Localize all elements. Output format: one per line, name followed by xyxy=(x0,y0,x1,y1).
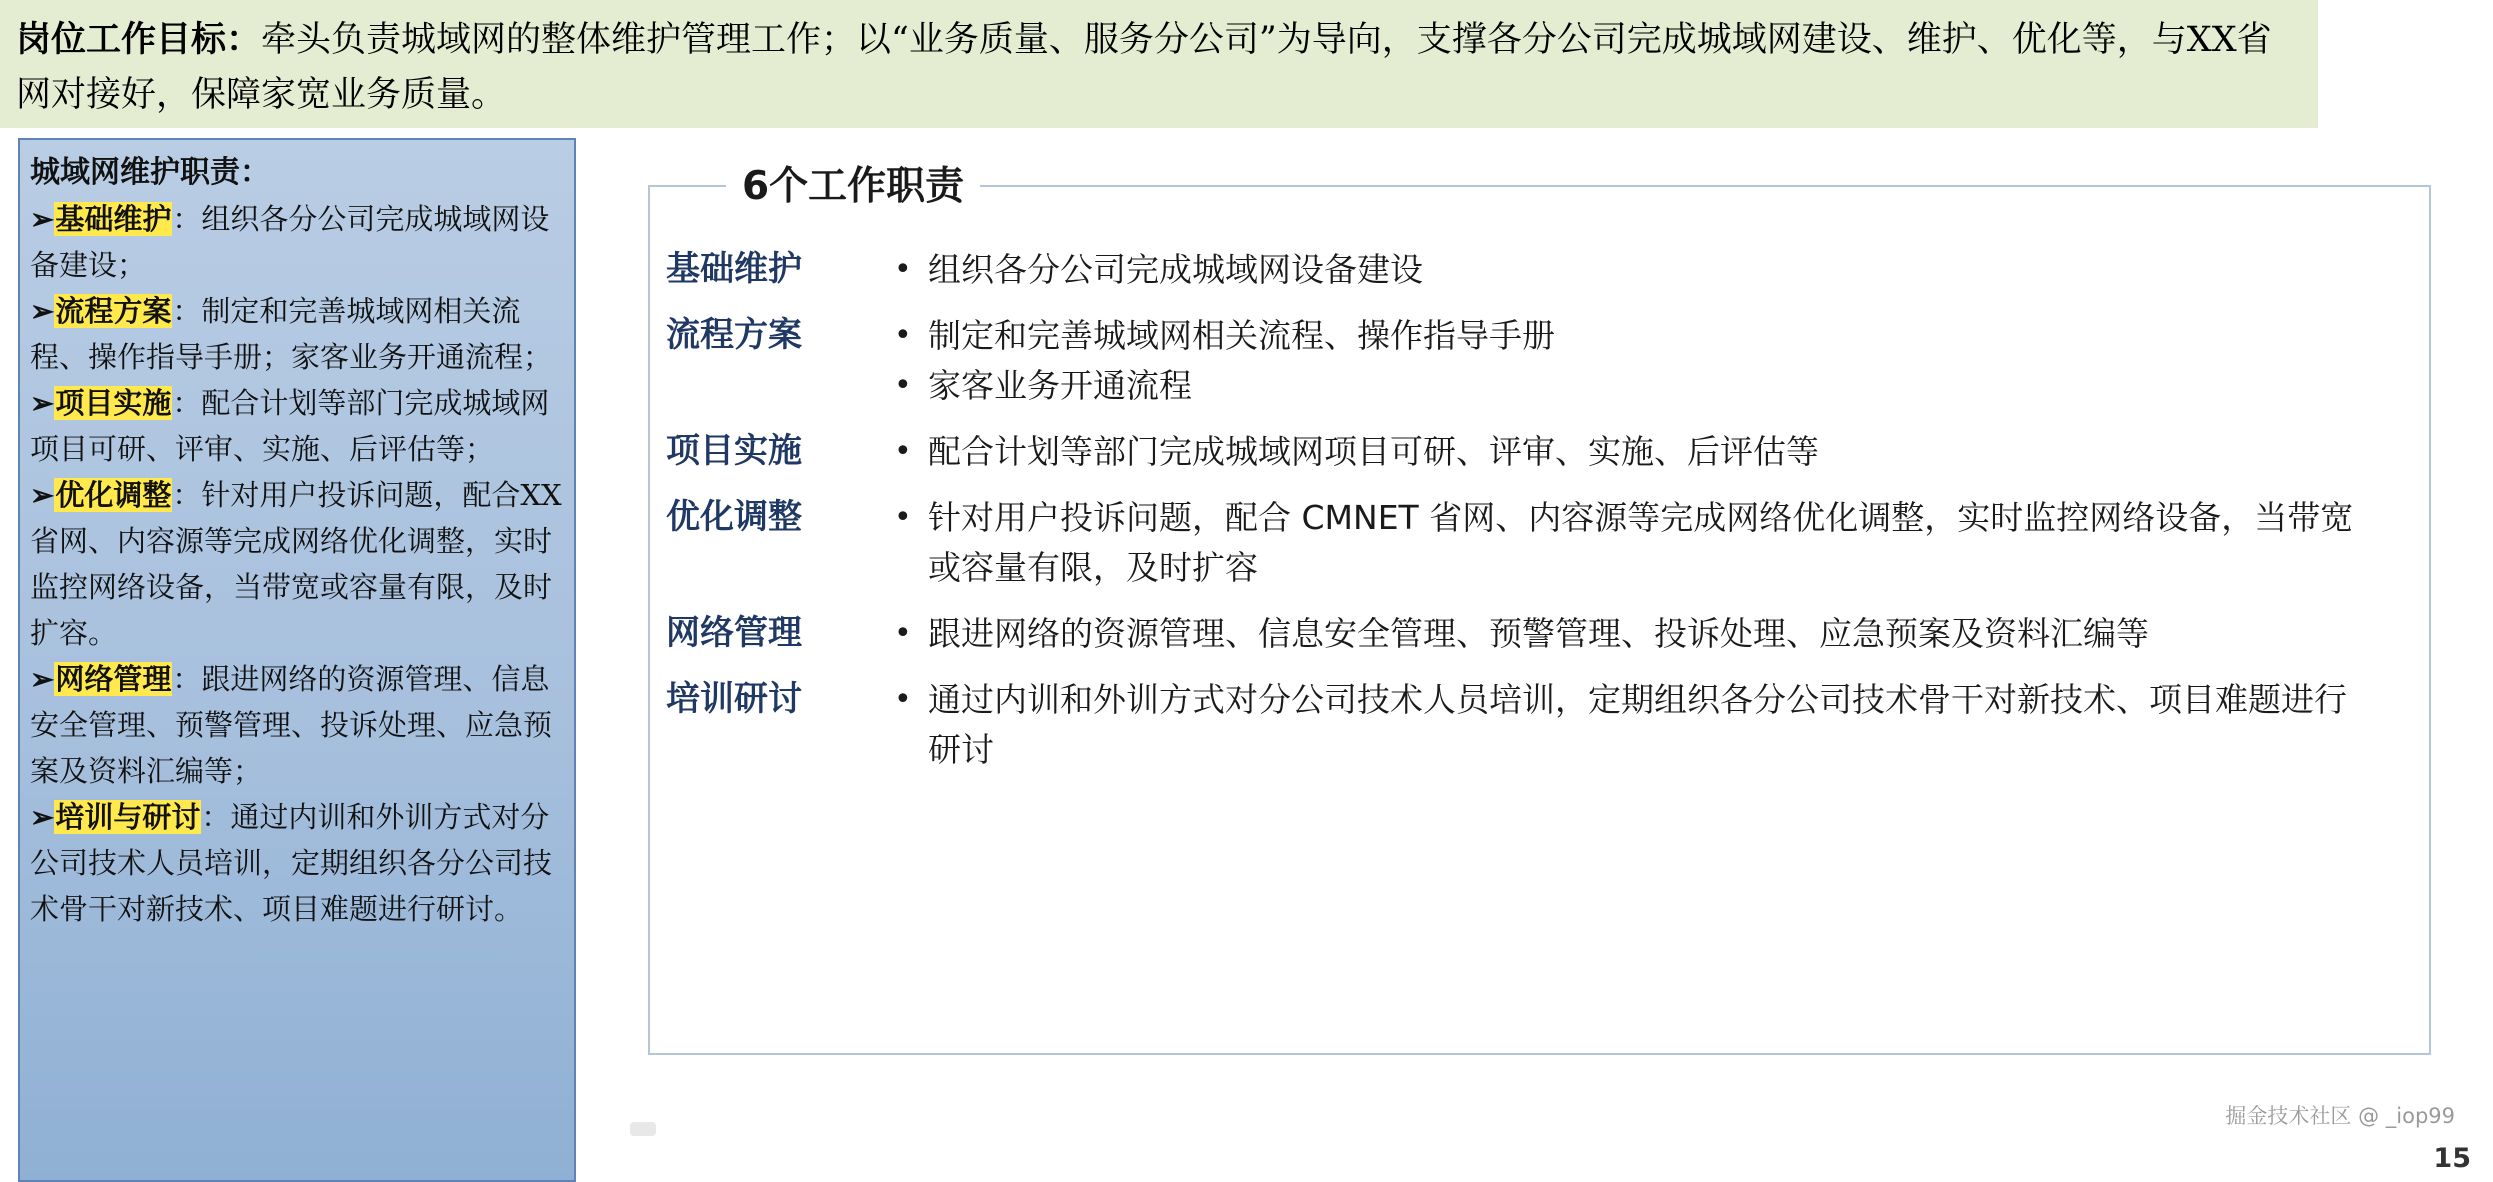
left-panel-item-text: 制定和完善城域网相关流程、操作指导手册；家客业务开通流程； xyxy=(30,294,553,374)
left-panel-item-tag: 项目实施 xyxy=(55,386,172,420)
list-bullet-icon: ➢ xyxy=(30,478,55,512)
left-panel-item-sep: ： xyxy=(172,386,202,420)
duties-rows xyxy=(648,245,2431,791)
list-bullet-icon: ➢ xyxy=(30,294,55,328)
left-panel-item-tag: 基础维护 xyxy=(55,202,172,236)
duty-bullet-line xyxy=(894,675,2431,775)
left-panel-item-tag: 网络管理 xyxy=(55,662,172,696)
duty-row-body xyxy=(876,311,2431,411)
bullet-dot-icon: • xyxy=(894,500,912,535)
duty-bullet-text: 制定和完善城域网相关流程、操作指导手册 xyxy=(928,316,1555,355)
left-panel-item-tag: 流程方案 xyxy=(55,294,172,328)
bullet-dot-icon: • xyxy=(894,616,912,651)
left-panel-item-sep: ： xyxy=(172,478,202,512)
left-panel-item-text: 通过内训和外训方式对分公司技术人员培训，定期组织各分公司技术骨干对新技术、项目难题进行研讨。 xyxy=(30,800,553,926)
goal-body: 牵头负责城域网的整体维护管理工作；以“业务质量、服务分公司”为导向，支撑各分公司完成城域网建设、维护、优化等，与XX省网对接好，保障家宽业务质量。 xyxy=(16,20,2272,115)
duty-row xyxy=(648,311,2431,411)
duty-bullet-line xyxy=(894,311,2431,361)
left-panel-item-tag: 优化调整 xyxy=(55,478,172,512)
duty-row-body xyxy=(876,675,2431,775)
page-number: 15 xyxy=(2433,1143,2471,1174)
duty-bullet-line xyxy=(894,427,2431,477)
bullet-dot-icon: • xyxy=(894,434,912,469)
duty-row-body xyxy=(876,609,2431,659)
goal-label: 岗位工作目标： xyxy=(16,19,262,60)
duty-bullet-text: 通过内训和外训方式对分公司技术人员培训，定期组织各分公司技术骨干对新技术、项目难题进行研讨 xyxy=(928,680,2347,769)
duty-row xyxy=(648,609,2431,659)
goal-banner xyxy=(0,0,2318,128)
duty-row-body xyxy=(876,427,2431,477)
duty-bullet-line xyxy=(894,361,2431,411)
left-panel-title: 城域网维护职责： xyxy=(30,155,270,190)
duty-row xyxy=(648,675,2431,775)
list-bullet-icon: ➢ xyxy=(30,800,55,834)
watermark: 掘金技术社区 @ _iop99 xyxy=(2225,1104,2455,1128)
duty-bullet-text: 组织各分公司完成城域网设备建设 xyxy=(928,250,1423,289)
list-bullet-icon: ➢ xyxy=(30,386,55,420)
duty-row-label: 流程方案 xyxy=(666,315,802,355)
duty-bullet-text: 配合计划等部门完成城域网项目可研、评审、实施、后评估等 xyxy=(928,432,1819,471)
left-panel-item xyxy=(30,196,566,288)
bullet-dot-icon: • xyxy=(894,682,912,717)
left-panel-item xyxy=(30,380,566,472)
list-bullet-icon: ➢ xyxy=(30,202,55,236)
left-panel-item xyxy=(30,794,566,932)
duty-row-label: 网络管理 xyxy=(666,613,802,653)
left-panel-item-sep: ： xyxy=(172,294,202,328)
bullet-dot-icon: • xyxy=(894,252,912,287)
duty-bullet-text: 针对用户投诉问题，配合 CMNET 省网、内容源等完成网络优化调整，实时监控网络设备，当带宽或容量有限，及时扩容 xyxy=(928,498,2354,587)
duty-row xyxy=(648,493,2431,593)
duty-row-label: 项目实施 xyxy=(666,431,802,471)
left-panel-item xyxy=(30,472,566,656)
left-panel-item-sep: ： xyxy=(201,800,231,834)
left-panel-item-text: 组织各分公司完成城域网设备建设； xyxy=(30,202,550,282)
left-panel-item xyxy=(30,288,566,380)
duty-bullet-line xyxy=(894,245,2431,295)
left-panel-item-tag: 培训与研讨 xyxy=(55,800,201,834)
duty-bullet-line xyxy=(894,609,2431,659)
duty-row-label: 培训研讨 xyxy=(666,679,802,719)
left-panel-item-text: 配合计划等部门完成城域网项目可研、评审、实施、后评估等； xyxy=(30,386,550,466)
duties-card-title: 6个工作职责 xyxy=(726,165,980,209)
duty-row-body xyxy=(876,245,2431,295)
list-bullet-icon: ➢ xyxy=(30,662,55,696)
page-artifact xyxy=(630,1122,656,1136)
left-panel-item-text: 跟进网络的资源管理、信息安全管理、预警管理、投诉处理、应急预案及资料汇编等； xyxy=(30,662,553,788)
left-panel-item-sep: ： xyxy=(172,202,202,236)
left-panel-item xyxy=(30,656,566,794)
duty-bullet-text: 跟进网络的资源管理、信息安全管理、预警管理、投诉处理、应急预案及资料汇编等 xyxy=(928,614,2149,653)
bullet-dot-icon: • xyxy=(894,318,912,353)
duty-row-body xyxy=(876,493,2431,593)
left-responsibilities-panel xyxy=(18,138,576,1182)
left-panel-item-sep: ： xyxy=(172,662,202,696)
duty-bullet-text: 家客业务开通流程 xyxy=(928,366,1192,405)
duty-row-label: 基础维护 xyxy=(666,249,802,289)
goal-text xyxy=(16,12,2298,123)
bullet-dot-icon: • xyxy=(894,368,912,403)
duty-row xyxy=(648,245,2431,295)
duty-row xyxy=(648,427,2431,477)
duty-row-label: 优化调整 xyxy=(666,497,802,537)
duty-bullet-line xyxy=(894,493,2431,593)
left-panel-item-text: 针对用户投诉问题，配合XX省网、内容源等完成网络优化调整，实时监控网络设备，当带宽或容量有限，及时扩容。 xyxy=(30,478,562,650)
